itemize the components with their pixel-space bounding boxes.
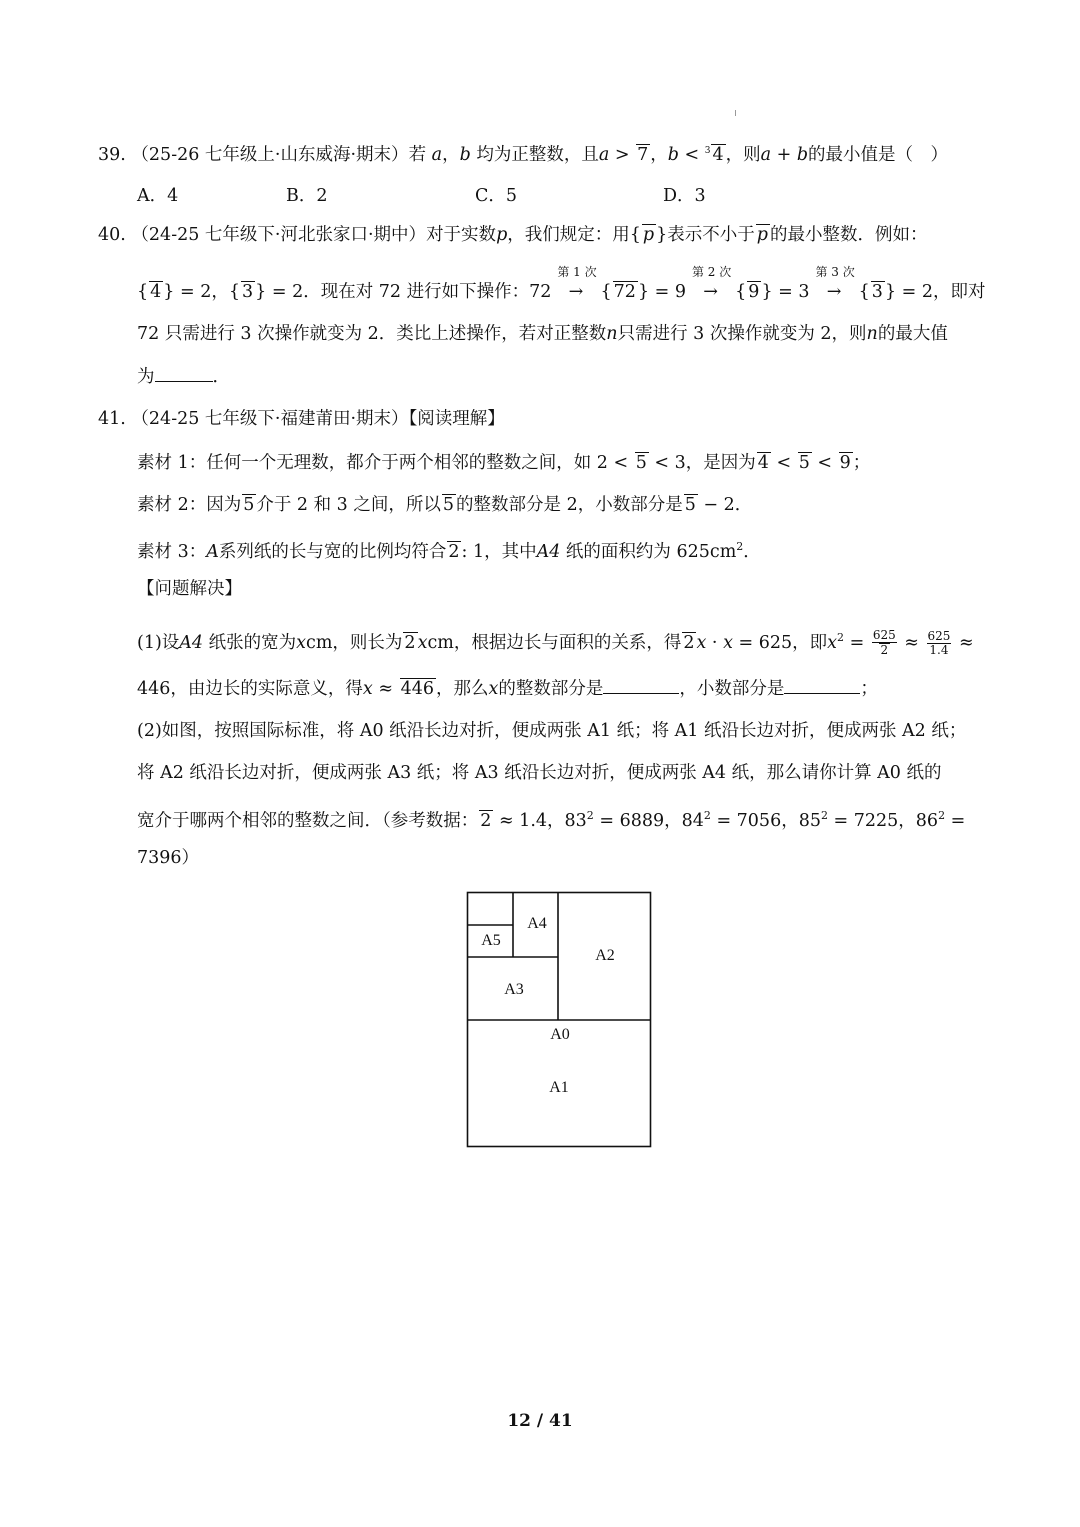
var-x-7: x — [488, 679, 499, 699]
p2l3-d: = 7056，85 — [710, 810, 821, 831]
label-a4: A4 — [527, 915, 547, 932]
q40-line1: 40. （24-25 七年级下·河北张家口·期中）对于实数p，我们规定：用{ p }表示不小于 p 的最小整数．例如： — [98, 225, 928, 245]
sqrt-5-b: 5 — [798, 453, 810, 473]
q39-text: 若 — [408, 144, 432, 165]
p1-g: = — [844, 632, 870, 653]
q39-option-a: A．4 — [137, 186, 179, 206]
sqrt-7 — [636, 144, 650, 165]
step1-label: 第 1 次 — [557, 265, 597, 279]
material-2 — [137, 493, 752, 517]
p1-d: cm，根据边长与面积的关系，得 — [427, 632, 682, 653]
material-3 — [137, 535, 761, 564]
m2-d: − 2． — [697, 495, 753, 515]
q41-line1 — [98, 407, 505, 431]
sqrt-2-c: 2 — [683, 632, 695, 653]
eq2: = 2，即对 — [901, 282, 986, 302]
sqrt-2 — [447, 541, 461, 562]
m2-b: 介于 2 和 3 之间，所以 — [256, 495, 441, 515]
ex1: = 2， — [179, 282, 229, 302]
page-tick-mark — [735, 110, 736, 116]
sqrt-9 — [747, 281, 761, 302]
label-a5: A5 — [481, 932, 501, 949]
m3-e: ． — [743, 541, 761, 562]
m1-a: 素材 1：任何一个无理数，都介于两个相邻的整数之间，如 2 < — [137, 453, 634, 473]
var-x-4: x — [723, 632, 733, 653]
part2-line1: (2)如图，按照国际标准，将 A0 纸沿长边对折，便成两张 A1 纸；将 A1 纸沿长边对折，便成两张 A2 纸； — [137, 721, 967, 741]
sqrt-4-ex: 4 — [150, 282, 162, 302]
q40-source: （24-25 七年级下·河北张家口·期中） — [131, 225, 427, 245]
label-a2: A2 — [595, 947, 615, 964]
rad-p: p — [642, 225, 655, 245]
rad-2: 2 — [448, 541, 460, 562]
q40-line3-b: 只需进行 3 次操作就变为 2，则 — [617, 324, 867, 344]
sqrt-72 — [613, 281, 638, 302]
var-x: x — [296, 632, 307, 653]
sup-86: 2 — [938, 809, 946, 822]
q40-line2: { 4 } = 2，{ 3 } = 2．现在对 72 进行如下操作：72 第 1 次 → { 72 } = 9 第 2 次 → { 9 } = 3 第 3 次 → { 3 } = 2，即对 — [137, 280, 986, 304]
page-number: 12 / 41 — [507, 1411, 573, 1431]
answer-blank-decimal-part[interactable] — [784, 677, 860, 694]
part1-line1 — [137, 626, 974, 657]
q40-text-d: 的最小整数．例如： — [769, 225, 928, 245]
part1-line2 — [137, 677, 878, 701]
var-x-3: x — [696, 632, 707, 653]
frac1-num: 625 — [872, 628, 896, 643]
var-A4-b: A4 — [179, 632, 204, 653]
sup-2-b: 2 — [837, 631, 845, 644]
sqrt-5: 5 — [635, 453, 647, 473]
q40-line4-b: ． — [212, 367, 230, 387]
ex2: = 2．现在对 72 进行如下操作：72 — [271, 282, 552, 302]
q40-text-c: 表示不小于 — [667, 225, 755, 245]
q39-option-c: C．5 — [475, 186, 518, 206]
frac1-den: 2 — [880, 643, 889, 658]
sup-85: 2 — [820, 809, 828, 822]
q39-text-d: 的最小值是（ ） — [808, 144, 949, 165]
sqrt-3 — [871, 281, 885, 302]
q39-comma: ， — [442, 144, 460, 165]
label-a0: A0 — [550, 1026, 570, 1043]
var-A4: A4 — [536, 541, 561, 562]
frac2-den: 1.4 — [929, 642, 949, 657]
m3-d: 纸的面积约为 625cm — [560, 541, 737, 562]
p1-a: (1)设 — [137, 632, 180, 653]
sqrt-446 — [400, 678, 436, 699]
label-a3: A3 — [504, 981, 524, 998]
p2l3-c: = 6889，84 — [593, 810, 704, 831]
sqrt-5-e: 5 — [684, 495, 696, 515]
q39-line — [98, 139, 948, 167]
sup-2: 2 — [736, 540, 744, 553]
var-n: n — [606, 324, 618, 344]
part2-line4: 7396） — [137, 848, 200, 868]
rad-p-2: p — [756, 225, 768, 245]
sqrt-2-b: 2 — [404, 632, 416, 653]
p2l3-f: = — [945, 810, 966, 831]
q41-number: 41. — [98, 409, 126, 429]
p1-b: 纸张的宽为 — [203, 632, 297, 653]
eq3: = 3 — [778, 282, 810, 302]
q41-source: （24-25 七年级下·福建莆田·期末） — [131, 409, 409, 429]
q39-text-b: 均为正整数，且 — [470, 144, 599, 165]
m3-c: : 1，其中 — [461, 541, 537, 562]
fraction-625-sqrt2 — [872, 629, 897, 657]
var-p: p — [496, 225, 508, 245]
rad-3: 3 — [871, 282, 883, 302]
arrow-step1: 第 1 次 → — [557, 280, 595, 304]
q40-line3-text: 72 只需进行 3 次操作就变为 2．类比上述操作，若对正整数 — [137, 324, 607, 344]
rad-4: 4 — [712, 144, 724, 165]
approx-2: ≈ — [953, 632, 974, 653]
q39-text-c: ，则 — [725, 144, 761, 165]
p2l3-a: 宽介于哪两个相邻的整数之间．（参考数据： — [137, 810, 479, 831]
sqrt-p — [642, 224, 656, 245]
p1-c: cm，则长为 — [306, 632, 403, 653]
var-x-6: x — [362, 679, 373, 699]
p1l2-b: ≈ — [372, 679, 399, 699]
eq9: = 9 — [654, 282, 687, 302]
m1-d: ； — [852, 453, 871, 473]
cube-root-index: 3 — [704, 146, 711, 156]
q40-text: 对于实数 — [426, 225, 497, 245]
var-b: b — [459, 144, 471, 165]
rad-9: 9 — [748, 282, 760, 302]
sup-83: 2 — [586, 809, 594, 822]
sqrt-5-d: 5 — [442, 495, 455, 515]
q39-source: （25-26 七年级上·山东威海·期末） — [131, 144, 409, 165]
m2-c: 的整数部分是 2，小数部分是 — [456, 495, 683, 515]
approx-1: ≈ — [898, 632, 925, 653]
p2l3-e: = 7225，86 — [827, 810, 939, 831]
p1l2-f: ； — [860, 679, 878, 699]
arrow-step2: 第 2 次 → — [692, 280, 730, 304]
q40-line4 — [137, 365, 230, 389]
q40-number: 40. — [98, 225, 126, 245]
var-x-2: x — [417, 632, 428, 653]
q39-comma2: ， — [650, 144, 668, 165]
step3-label: 第 3 次 — [815, 265, 855, 279]
sqrt-4: 4 — [757, 453, 769, 473]
answer-blank-integer-part[interactable] — [603, 677, 679, 694]
rad-446: 446 — [400, 679, 434, 699]
cond1: a > — [598, 144, 636, 165]
frac2-num: 625 — [927, 628, 951, 643]
q39-number: 39. — [98, 144, 126, 165]
sup-84: 2 — [703, 809, 711, 822]
var-n-2: n — [866, 324, 878, 344]
rad-72: 72 — [613, 282, 636, 302]
solve-heading: 【问题解决】 — [137, 579, 242, 599]
m1-c: < — [770, 453, 797, 473]
arrow-step3: 第 3 次 → — [815, 280, 853, 304]
p2l3-b: ≈ 1.4，83 — [493, 810, 587, 831]
p1-e: · — [706, 632, 724, 653]
material-1 — [137, 451, 870, 475]
m1-c-2: < — [811, 453, 838, 473]
p1l2-d: 的整数部分是 — [498, 679, 604, 699]
expr-a-plus-b: a + b — [760, 144, 809, 165]
sqrt-p-2 — [756, 224, 770, 245]
paper-size-diagram — [466, 891, 652, 1149]
q41-tag: 【阅读理解】 — [408, 409, 505, 429]
rad-7: 7 — [637, 144, 649, 165]
m3-a: 素材 3： — [137, 541, 207, 562]
q40-line4-a: 为 — [137, 367, 155, 387]
q39-option-b: B．2 — [286, 186, 328, 206]
sqrt-5-c: 5 — [243, 495, 255, 515]
m2-a: 素材 2：因为 — [137, 495, 242, 515]
q40-text-b: ，我们规定：用 — [507, 225, 630, 245]
sqrt-9-b: 9 — [839, 453, 851, 473]
cond2: b < — [667, 144, 705, 165]
p1l2-c: ，那么 — [435, 679, 489, 699]
part2-line3 — [137, 804, 965, 833]
p1l2-e: ，小数部分是 — [679, 679, 785, 699]
q40-line3-c: 的最大值 — [877, 324, 948, 344]
fraction-625-1-4 — [927, 630, 952, 657]
p1-f: = 625，即 — [732, 632, 828, 653]
p1l2-a: 446，由边长的实际意义，得 — [137, 679, 363, 699]
label-a1: A1 — [549, 1079, 569, 1096]
sqrt-3-ex: 3 — [242, 282, 254, 302]
var-a: a — [431, 144, 443, 165]
step2-label: 第 2 次 — [691, 265, 732, 279]
q40-line3 — [137, 322, 948, 346]
var-A: A — [206, 541, 219, 562]
part2-line2: 将 A2 纸沿长边对折，便成两张 A3 纸；将 A3 纸沿长边对折，便成两张 A4 纸，那么请你计算 A0 纸的 — [137, 763, 942, 783]
sqrt-2-d: 2 — [480, 810, 492, 831]
q39-option-d: D．3 — [663, 186, 706, 206]
cbrt-4 — [711, 144, 725, 165]
answer-blank-q40[interactable] — [155, 365, 213, 382]
m3-b: 系列纸的长与宽的比例均符合 — [218, 541, 447, 562]
var-x-5: x — [827, 632, 838, 653]
m1-b: < 3，是因为 — [648, 453, 756, 473]
